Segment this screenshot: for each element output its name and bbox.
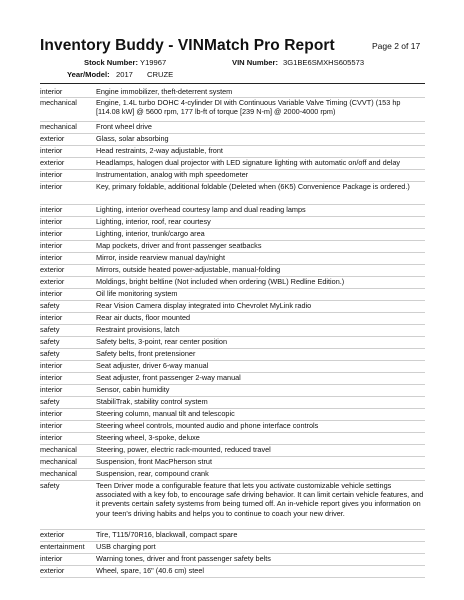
table-row — [40, 445, 425, 456]
category-cell: exterior — [40, 530, 65, 539]
description-cell: Engine immobilizer, theft-deterrent system — [96, 87, 233, 96]
category-cell: interior — [40, 229, 63, 238]
page-number: Page 2 of 17 — [372, 41, 421, 51]
description-cell: Teen Driver mode a configurable feature that lets you activate customizable vehicle settings associated with a key fob, to encourage safe driving behavior. It can limit certain vehicle features, and it prevents certain safety systems from being turned off. An in-vehicle report gives you information on your teen's driving habits and helps you to continue to coach your new driver. — [96, 481, 424, 518]
table-row — [40, 433, 425, 444]
table-row — [40, 241, 425, 252]
category-cell: interior — [40, 182, 63, 191]
description-cell: Sensor, cabin humidity — [96, 385, 170, 394]
description-cell: Oil life monitoring system — [96, 289, 178, 298]
category-cell: exterior — [40, 134, 65, 143]
description-cell: Steering wheel, 3-spoke, deluxe — [96, 433, 200, 442]
description-cell: Tire, T115/70R16, blackwall, compact spare — [96, 530, 238, 539]
table-row — [40, 481, 425, 529]
category-cell: safety — [40, 349, 60, 358]
table-row — [40, 385, 425, 396]
description-cell: Lighting, interior overhead courtesy lamp and dual reading lamps — [96, 205, 306, 214]
table-row — [40, 265, 425, 276]
description-cell: Glass, solar absorbing — [96, 134, 169, 143]
category-cell: safety — [40, 301, 60, 310]
category-cell: interior — [40, 554, 63, 563]
table-row — [40, 337, 425, 348]
description-cell: Seat adjuster, driver 6-way manual — [96, 361, 209, 370]
category-cell: interior — [40, 433, 63, 442]
table-row — [40, 469, 425, 480]
description-cell: Steering wheel controls, mounted audio and phone interface controls — [96, 421, 319, 430]
table-row — [40, 146, 425, 157]
category-cell: interior — [40, 146, 63, 155]
table-row — [40, 170, 425, 181]
description-cell: Mirror, inside rearview manual day/night — [96, 253, 225, 262]
description-cell: Engine, 1.4L turbo DOHC 4-cylinder DI with Continuous Variable Valve Timing (CVVT) (153 hp [114.08 kW] @ 5600 rpm, 177 lb-ft of torque [239 N-m] @ 2000-4000 rpm) — [96, 98, 401, 117]
table-row — [40, 289, 425, 300]
table-row — [40, 361, 425, 372]
table-row — [40, 134, 425, 145]
description-cell: Suspension, front MacPherson strut — [96, 457, 212, 466]
table-row — [40, 409, 425, 420]
row-divider — [40, 577, 425, 578]
description-cell: Headlamps, halogen dual projector with LED signature lighting with automatic on/off and delay — [96, 158, 401, 167]
table-row — [40, 277, 425, 288]
category-cell: safety — [40, 337, 60, 346]
description-cell: Steering column, manual tilt and telescopic — [96, 409, 235, 418]
category-cell: mechanical — [40, 457, 77, 466]
category-cell: interior — [40, 253, 63, 262]
table-row — [40, 397, 425, 408]
category-cell: interior — [40, 170, 63, 179]
stock-number-value: Y19967 — [140, 58, 167, 67]
table-row — [40, 205, 425, 216]
description-cell: StabiliTrak, stability control system — [96, 397, 208, 406]
description-cell: Rear air ducts, floor mounted — [96, 313, 191, 322]
model-value: CRUZE — [147, 70, 174, 79]
table-row — [40, 421, 425, 432]
description-cell: Lighting, interior, trunk/cargo area — [96, 229, 205, 238]
category-cell: interior — [40, 373, 63, 382]
table-row — [40, 313, 425, 324]
table-row — [40, 457, 425, 468]
description-cell: Safety belts, 3-point, rear center position — [96, 337, 228, 346]
table-row — [40, 229, 425, 240]
table-row — [40, 373, 425, 384]
category-cell: exterior — [40, 566, 65, 575]
category-cell: mechanical — [40, 98, 77, 107]
year-value: 2017 — [116, 70, 133, 79]
description-cell: Steering, power, electric rack-mounted, reduced travel — [96, 445, 271, 454]
table-row — [40, 182, 425, 204]
description-cell: Instrumentation, analog with mph speedometer — [96, 170, 249, 179]
description-cell: Warning tones, driver and front passenger safety belts — [96, 554, 271, 563]
category-cell: mechanical — [40, 122, 77, 131]
description-cell: USB charging port — [96, 542, 156, 551]
category-cell: interior — [40, 421, 63, 430]
stock-number-label: Stock Number: — [84, 58, 139, 67]
table-row — [40, 217, 425, 228]
table-row — [40, 253, 425, 264]
table-row — [40, 542, 425, 553]
description-cell: Moldings, bright beltline (Not included when ordering (WBL) Redline Edition.) — [96, 277, 345, 286]
vin-number-label: VIN Number: — [232, 58, 278, 67]
description-cell: Lighting, interior, roof, rear courtesy — [96, 217, 211, 226]
description-cell: Restraint provisions, latch — [96, 325, 180, 334]
category-cell: interior — [40, 87, 63, 96]
table-row — [40, 566, 425, 577]
category-cell: safety — [40, 481, 60, 490]
table-row — [40, 301, 425, 312]
description-cell: Map pockets, driver and front passenger seatbacks — [96, 241, 262, 250]
table-row — [40, 98, 425, 121]
category-cell: safety — [40, 325, 60, 334]
category-cell: exterior — [40, 277, 65, 286]
header-divider — [40, 83, 425, 84]
category-cell: mechanical — [40, 445, 77, 454]
category-cell: exterior — [40, 265, 65, 274]
table-row — [40, 158, 425, 169]
description-cell: Head restraints, 2-way adjustable, front — [96, 146, 223, 155]
vin-number-value: 3G1BE6SMXHS605573 — [283, 58, 365, 67]
report-title: Inventory Buddy - VINMatch Pro Report — [40, 37, 335, 54]
table-row — [40, 122, 425, 133]
category-cell: interior — [40, 313, 63, 322]
description-cell: Seat adjuster, front passenger 2-way manual — [96, 373, 241, 382]
table-row — [40, 325, 425, 336]
category-cell: mechanical — [40, 469, 77, 478]
table-row — [40, 87, 425, 97]
table-row — [40, 530, 425, 541]
description-cell: Safety belts, front pretensioner — [96, 349, 196, 358]
category-cell: entertainment — [40, 542, 85, 551]
category-cell: exterior — [40, 158, 65, 167]
description-cell: Front wheel drive — [96, 122, 152, 131]
category-cell: interior — [40, 205, 63, 214]
year-model-label: Year/Model: — [67, 70, 110, 79]
category-cell: interior — [40, 409, 63, 418]
category-cell: interior — [40, 361, 63, 370]
category-cell: interior — [40, 241, 63, 250]
description-cell: Wheel, spare, 16" (40.6 cm) steel — [96, 566, 205, 575]
table-row — [40, 554, 425, 565]
description-cell: Suspension, rear, compound crank — [96, 469, 209, 478]
category-cell: safety — [40, 397, 60, 406]
description-cell: Mirrors, outside heated power-adjustable, manual-folding — [96, 265, 281, 274]
category-cell: interior — [40, 217, 63, 226]
description-cell: Rear Vision Camera display integrated into Chevrolet MyLink radio — [96, 301, 312, 310]
table-row — [40, 349, 425, 360]
description-cell: Key, primary foldable, additional foldable (Deleted when (6K5) Convenience Package is ordered.) — [96, 182, 410, 191]
category-cell: interior — [40, 385, 63, 394]
category-cell: interior — [40, 289, 63, 298]
